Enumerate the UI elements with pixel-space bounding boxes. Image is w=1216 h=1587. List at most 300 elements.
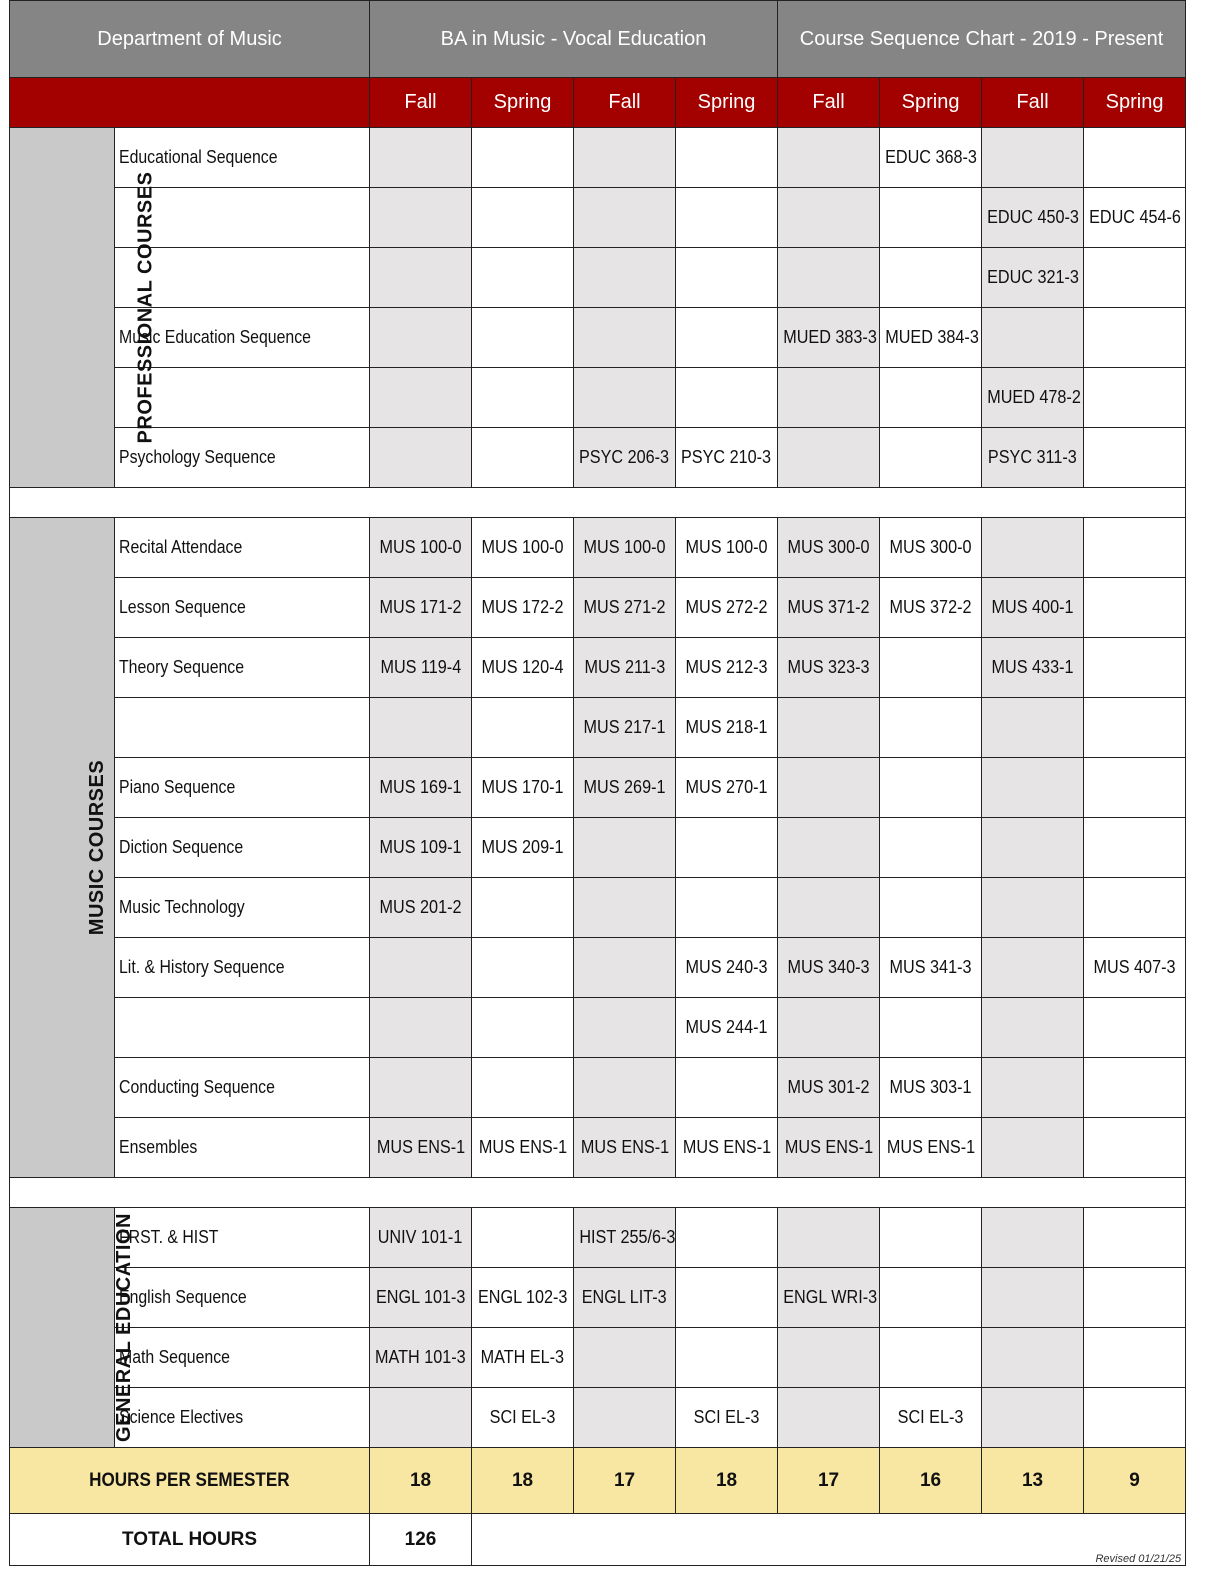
- sequence-name-text: Educational Sequence: [119, 147, 278, 167]
- course-code: MUS 240-3: [685, 957, 768, 977]
- term-header: Spring: [472, 78, 574, 128]
- sequence-name-text: Ensembles: [119, 1137, 198, 1157]
- course-cell: [370, 938, 472, 998]
- sequence-name-text: Music Education Sequence: [119, 327, 311, 347]
- course-cell: [472, 1328, 574, 1388]
- course-cell: [370, 698, 472, 758]
- course-cell: [778, 188, 880, 248]
- course-cell: [676, 1268, 778, 1328]
- course-cell: [472, 938, 574, 998]
- course-cell: [1084, 1388, 1186, 1448]
- course-cell: [1084, 518, 1186, 578]
- course-cell: [880, 1268, 982, 1328]
- course-cell: [1084, 818, 1186, 878]
- spacer-cell: [10, 488, 1186, 518]
- course-cell: [982, 1118, 1084, 1178]
- course-code: PSYC 210-3: [681, 447, 772, 467]
- course-cell: [574, 1388, 676, 1448]
- sequence-name-text: English Sequence: [119, 1287, 247, 1307]
- course-cell: [574, 878, 676, 938]
- course-cell: [880, 428, 982, 488]
- course-cell: [676, 248, 778, 308]
- course-code: MUS 109-1: [379, 837, 462, 857]
- course-code: UNIV 101-1: [378, 1227, 463, 1247]
- course-code: ENGL 102-3: [477, 1287, 568, 1307]
- course-cell: [370, 758, 472, 818]
- course-cell: [370, 428, 472, 488]
- course-row: [10, 248, 1186, 308]
- course-cell: [370, 308, 472, 368]
- course-code: MUS ENS-1: [478, 1137, 567, 1157]
- sequence-name: [115, 578, 370, 638]
- sequence-name-text: Lit. & History Sequence: [119, 957, 285, 977]
- total-label: TOTAL HOURS: [10, 1514, 370, 1566]
- course-code: MUS ENS-1: [784, 1137, 873, 1157]
- course-cell: [1084, 1058, 1186, 1118]
- course-code: MUS 120-4: [481, 657, 564, 677]
- course-cell: [880, 1118, 982, 1178]
- course-cell: [982, 698, 1084, 758]
- total-row: [10, 1514, 1186, 1566]
- course-cell: [676, 428, 778, 488]
- course-cell: [676, 1118, 778, 1178]
- hours-label-text: HOURS PER SEMESTER: [89, 1469, 290, 1491]
- course-row: [10, 368, 1186, 428]
- course-code: MUS 301-2: [787, 1077, 870, 1097]
- course-row: [10, 1268, 1186, 1328]
- course-row: [10, 308, 1186, 368]
- course-cell: [472, 1268, 574, 1328]
- course-code: MUS 371-2: [787, 597, 870, 617]
- course-sequence-table: [9, 0, 1186, 1566]
- hours-value: 13: [982, 1448, 1084, 1514]
- course-cell: [370, 1208, 472, 1268]
- course-code: EDUC 454-6: [1089, 207, 1181, 227]
- course-cell: [778, 638, 880, 698]
- course-cell: [676, 698, 778, 758]
- course-cell: [880, 248, 982, 308]
- section-spacer: [10, 1178, 1186, 1208]
- sequence-name: [115, 998, 370, 1058]
- course-code: ENGL WRI-3: [783, 1287, 878, 1307]
- hours-value: 17: [778, 1448, 880, 1514]
- course-cell: [574, 1328, 676, 1388]
- course-cell: [472, 1058, 574, 1118]
- course-cell: [1084, 188, 1186, 248]
- course-cell: [982, 1328, 1084, 1388]
- course-cell: [1084, 938, 1186, 998]
- hours-value: 9: [1084, 1448, 1186, 1514]
- course-code: MUS 172-2: [481, 597, 564, 617]
- course-cell: [574, 998, 676, 1058]
- sequence-name: [115, 818, 370, 878]
- course-cell: [676, 128, 778, 188]
- course-cell: [472, 128, 574, 188]
- course-row: [10, 1118, 1186, 1178]
- course-cell: [880, 1208, 982, 1268]
- total-value: 126: [370, 1514, 472, 1566]
- course-code: MUS 100-0: [379, 537, 462, 557]
- course-cell: [880, 638, 982, 698]
- course-cell: [1084, 638, 1186, 698]
- term-header: Fall: [370, 78, 472, 128]
- course-cell: [574, 1268, 676, 1328]
- course-cell: [370, 368, 472, 428]
- course-cell: [574, 518, 676, 578]
- course-cell: [370, 1328, 472, 1388]
- course-cell: [982, 518, 1084, 578]
- course-cell: [676, 1208, 778, 1268]
- term-header-row: [10, 78, 1186, 128]
- course-cell: [472, 1388, 574, 1448]
- sequence-name-text: FRST. & HIST: [119, 1227, 219, 1247]
- course-cell: [982, 578, 1084, 638]
- course-code: MUS 270-1: [685, 777, 768, 797]
- course-row: [10, 1328, 1186, 1388]
- course-code: MATH 101-3: [375, 1347, 466, 1367]
- course-code: MUS 218-1: [685, 717, 768, 737]
- course-cell: [880, 1388, 982, 1448]
- course-code: ENGL LIT-3: [582, 1287, 667, 1307]
- section-label-text: PROFESSIONAL COURSES: [134, 171, 157, 444]
- course-cell: [472, 368, 574, 428]
- section-label-music: [10, 518, 115, 1178]
- course-cell: [982, 938, 1084, 998]
- course-code: PSYC 206-3: [579, 447, 670, 467]
- course-cell: [982, 368, 1084, 428]
- course-cell: [778, 578, 880, 638]
- chart-title: Course Sequence Chart - 2019 - Present: [778, 1, 1186, 78]
- term-header: Fall: [778, 78, 880, 128]
- course-code: MUED 478-2: [987, 387, 1081, 407]
- course-cell: [982, 128, 1084, 188]
- sequence-name-text: Math Sequence: [119, 1347, 230, 1367]
- course-cell: [982, 428, 1084, 488]
- course-cell: [574, 1058, 676, 1118]
- course-cell: [676, 308, 778, 368]
- course-code: MUS 100-0: [583, 537, 666, 557]
- section-label-text: MUSIC COURSES: [86, 759, 109, 936]
- course-cell: [880, 308, 982, 368]
- total-blank: [472, 1514, 1186, 1566]
- course-code: MUS 100-0: [481, 537, 564, 557]
- course-cell: [880, 1328, 982, 1388]
- course-cell: [1084, 1208, 1186, 1268]
- course-cell: [676, 1328, 778, 1388]
- course-code: MUS 169-1: [379, 777, 462, 797]
- course-code: MUS 272-2: [685, 597, 768, 617]
- course-cell: [370, 1118, 472, 1178]
- course-cell: [472, 878, 574, 938]
- course-row: [10, 188, 1186, 248]
- term-header: Fall: [982, 78, 1084, 128]
- course-cell: [880, 368, 982, 428]
- course-code: MUS 303-1: [889, 1077, 972, 1097]
- sequence-name: [115, 878, 370, 938]
- course-cell: [778, 878, 880, 938]
- course-cell: [880, 128, 982, 188]
- term-header: Spring: [1084, 78, 1186, 128]
- course-code: MUS 300-0: [889, 537, 972, 557]
- course-row: [10, 578, 1186, 638]
- course-cell: [880, 518, 982, 578]
- course-cell: [880, 578, 982, 638]
- course-cell: [472, 1208, 574, 1268]
- course-code: SCI EL-3: [897, 1407, 964, 1427]
- sequence-name: [115, 698, 370, 758]
- course-row: [10, 1058, 1186, 1118]
- course-code: MUS 269-1: [583, 777, 666, 797]
- course-cell: [370, 518, 472, 578]
- course-cell: [676, 188, 778, 248]
- course-cell: [574, 248, 676, 308]
- course-cell: [778, 428, 880, 488]
- term-header-blank: [10, 78, 370, 128]
- course-cell: [370, 878, 472, 938]
- section-label-professional: [10, 128, 157, 488]
- sequence-name: [115, 1058, 370, 1118]
- course-cell: [778, 938, 880, 998]
- course-cell: [778, 998, 880, 1058]
- course-cell: [1084, 758, 1186, 818]
- course-cell: [472, 1118, 574, 1178]
- sequence-name-text: Diction Sequence: [119, 837, 244, 857]
- sequence-name-text: Psychology Sequence: [119, 447, 276, 467]
- course-cell: [370, 638, 472, 698]
- spacer-cell: [10, 1178, 1186, 1208]
- course-cell: [676, 758, 778, 818]
- course-cell: [1084, 578, 1186, 638]
- course-cell: [880, 698, 982, 758]
- course-cell: [982, 638, 1084, 698]
- course-cell: [982, 1268, 1084, 1328]
- course-cell: [574, 1118, 676, 1178]
- course-cell: [370, 1388, 472, 1448]
- course-code: MUS 433-1: [991, 657, 1074, 677]
- course-code: EDUC 450-3: [987, 207, 1079, 227]
- course-cell: [472, 758, 574, 818]
- course-cell: [574, 188, 676, 248]
- course-cell: [574, 818, 676, 878]
- sequence-name: [115, 1328, 370, 1388]
- course-code: HIST 255/6-3: [579, 1227, 676, 1247]
- course-cell: [472, 428, 574, 488]
- course-cell: [982, 818, 1084, 878]
- sequence-name: [115, 1208, 370, 1268]
- course-cell: [778, 818, 880, 878]
- course-cell: [982, 758, 1084, 818]
- course-cell: [778, 1388, 880, 1448]
- course-cell: [1084, 248, 1186, 308]
- course-row: [10, 1208, 1186, 1268]
- course-cell: [472, 188, 574, 248]
- course-cell: [880, 818, 982, 878]
- course-cell: [472, 578, 574, 638]
- course-code: MUS 100-0: [685, 537, 768, 557]
- course-cell: [1084, 698, 1186, 758]
- course-code: MUS 341-3: [889, 957, 972, 977]
- course-cell: [778, 368, 880, 428]
- course-code: EDUC 368-3: [885, 147, 977, 167]
- course-code: MUS 119-4: [380, 657, 461, 677]
- course-row: [10, 698, 1186, 758]
- course-cell: [1084, 308, 1186, 368]
- sequence-name: [115, 638, 370, 698]
- revised-date: Revised 01/21/25: [1095, 1553, 1182, 1565]
- course-cell: [370, 128, 472, 188]
- course-cell: [982, 998, 1084, 1058]
- course-cell: [676, 878, 778, 938]
- course-code: MUS 217-1: [583, 717, 666, 737]
- course-cell: [1084, 1328, 1186, 1388]
- course-cell: [1084, 1118, 1186, 1178]
- course-cell: [472, 308, 574, 368]
- course-cell: [982, 308, 1084, 368]
- hours-label: [10, 1448, 370, 1514]
- course-code: MUS 271-2: [583, 597, 666, 617]
- course-cell: [370, 188, 472, 248]
- course-code: MUS 323-3: [787, 657, 870, 677]
- course-cell: [574, 938, 676, 998]
- course-cell: [880, 878, 982, 938]
- course-code: MUS 340-3: [787, 957, 870, 977]
- sequence-name-text: Recital Attendace: [119, 537, 243, 557]
- course-cell: [574, 698, 676, 758]
- hours-value: 18: [676, 1448, 778, 1514]
- section-spacer: [10, 488, 1186, 518]
- course-row: [10, 938, 1186, 998]
- course-cell: [1084, 368, 1186, 428]
- course-cell: [982, 248, 1084, 308]
- sequence-name-text: Conducting Sequence: [119, 1077, 275, 1097]
- course-cell: [778, 1208, 880, 1268]
- course-code: MUED 383-3: [783, 327, 877, 347]
- course-cell: [370, 1058, 472, 1118]
- course-code: MUS 372-2: [889, 597, 972, 617]
- course-row: [10, 818, 1186, 878]
- hours-value: 18: [472, 1448, 574, 1514]
- course-cell: [370, 248, 472, 308]
- course-cell: [1084, 998, 1186, 1058]
- course-cell: [574, 368, 676, 428]
- course-cell: [1084, 878, 1186, 938]
- sequence-name: [115, 1268, 370, 1328]
- course-cell: [472, 818, 574, 878]
- hours-value: 16: [880, 1448, 982, 1514]
- course-cell: [778, 1328, 880, 1388]
- course-code: MUS 171-2: [379, 597, 462, 617]
- department-title: Department of Music: [10, 1, 370, 78]
- course-cell: [778, 248, 880, 308]
- course-code: SCI EL-3: [489, 1407, 556, 1427]
- course-row: [10, 998, 1186, 1058]
- course-cell: [1084, 128, 1186, 188]
- course-code: MUS 300-0: [787, 537, 870, 557]
- sequence-name-text: Theory Sequence: [119, 657, 245, 677]
- course-cell: [472, 518, 574, 578]
- title-row: [10, 1, 1186, 78]
- sequence-name-text: Music Technology: [119, 897, 245, 917]
- course-code: MUS 244-1: [685, 1017, 768, 1037]
- course-cell: [880, 758, 982, 818]
- section-label-general: [10, 1208, 135, 1448]
- course-cell: [676, 998, 778, 1058]
- course-cell: [676, 1058, 778, 1118]
- course-cell: [574, 428, 676, 488]
- course-cell: [778, 518, 880, 578]
- sequence-name: [115, 938, 370, 998]
- course-cell: [778, 308, 880, 368]
- course-cell: [676, 578, 778, 638]
- course-cell: [778, 758, 880, 818]
- course-code: SCI EL-3: [693, 1407, 760, 1427]
- course-cell: [676, 638, 778, 698]
- course-cell: [880, 938, 982, 998]
- sequence-name: [115, 758, 370, 818]
- course-cell: [574, 578, 676, 638]
- course-cell: [880, 188, 982, 248]
- sequence-name-text: Lesson Sequence: [119, 597, 246, 617]
- course-cell: [574, 758, 676, 818]
- course-code: MATH EL-3: [480, 1347, 565, 1367]
- course-code: ENGL 101-3: [375, 1287, 466, 1307]
- course-cell: [370, 1268, 472, 1328]
- course-code: MUED 384-3: [885, 327, 979, 347]
- course-cell: [370, 818, 472, 878]
- course-cell: [472, 698, 574, 758]
- course-code: EDUC 321-3: [987, 267, 1079, 287]
- sequence-name-text: Piano Sequence: [119, 777, 236, 797]
- course-row: [10, 878, 1186, 938]
- course-cell: [778, 1118, 880, 1178]
- course-cell: [778, 698, 880, 758]
- sequence-name: [115, 518, 370, 578]
- course-code: MUS ENS-1: [886, 1137, 975, 1157]
- course-cell: [574, 1208, 676, 1268]
- sequence-name: [115, 1118, 370, 1178]
- course-row: [10, 1388, 1186, 1448]
- term-header: Spring: [880, 78, 982, 128]
- course-cell: [982, 1208, 1084, 1268]
- course-cell: [574, 308, 676, 368]
- section-label-text: GENERAL EDUCATION: [112, 1213, 135, 1442]
- course-cell: [574, 638, 676, 698]
- course-cell: [574, 128, 676, 188]
- course-cell: [676, 1388, 778, 1448]
- course-cell: [370, 998, 472, 1058]
- course-cell: [676, 938, 778, 998]
- course-cell: [982, 1058, 1084, 1118]
- course-cell: [676, 518, 778, 578]
- course-code: PSYC 311-3: [988, 447, 1077, 467]
- course-code: MUS ENS-1: [580, 1137, 669, 1157]
- course-cell: [472, 998, 574, 1058]
- course-code: MUS 211-3: [584, 657, 665, 677]
- course-row: [10, 518, 1186, 578]
- course-code: MUS 400-1: [991, 597, 1074, 617]
- course-row: [10, 428, 1186, 488]
- term-header: Fall: [574, 78, 676, 128]
- course-code: MUS ENS-1: [682, 1137, 771, 1157]
- course-cell: [472, 638, 574, 698]
- course-code: MUS ENS-1: [376, 1137, 465, 1157]
- course-cell: [676, 818, 778, 878]
- course-cell: [880, 998, 982, 1058]
- course-row: [10, 638, 1186, 698]
- program-title: BA in Music - Vocal Education: [370, 1, 778, 78]
- course-cell: [370, 578, 472, 638]
- term-header: Spring: [676, 78, 778, 128]
